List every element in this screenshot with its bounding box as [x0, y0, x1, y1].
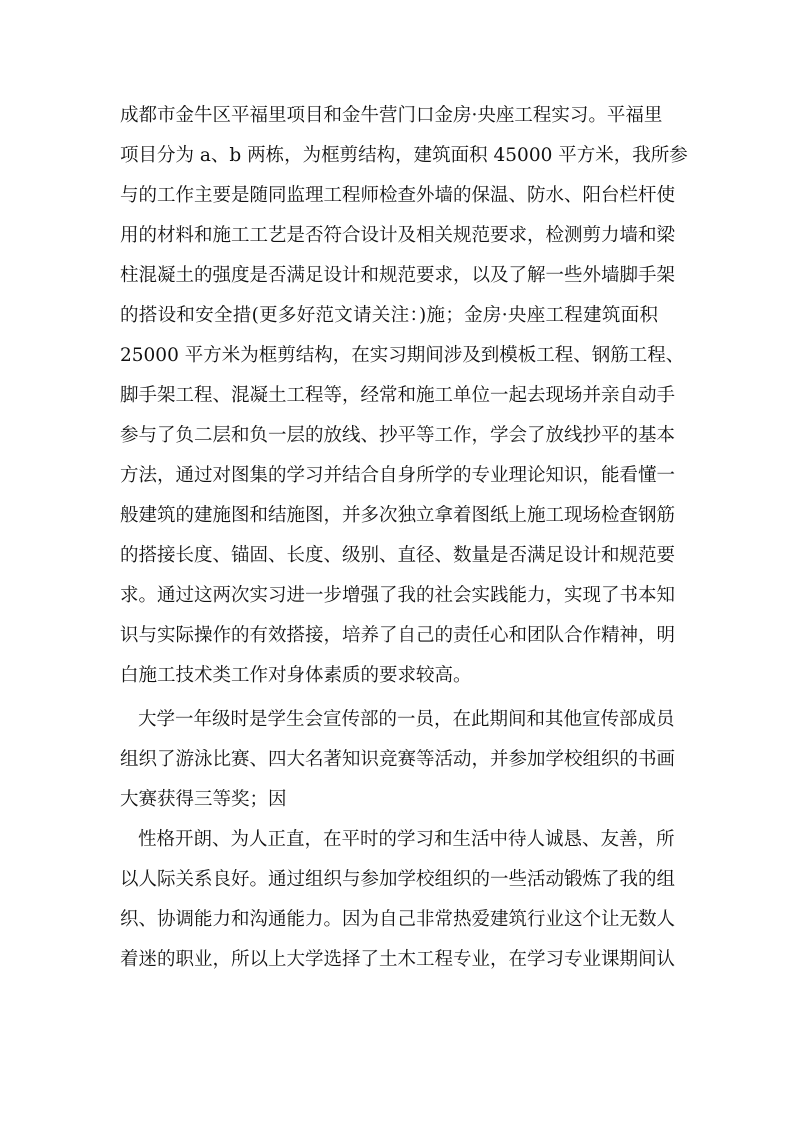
- paragraph-1-line-15: 白施工技术类工作对身体素质的要求较高。: [120, 665, 472, 686]
- paragraph-1-line-14: 识与实际操作的有效搭接，培养了自己的责任心和团队合作精神，明: [120, 625, 676, 646]
- paragraph-1-line-8: 脚手架工程、混凝土工程等，经常和施工单位一起去现场并亲自动手: [120, 385, 676, 406]
- paragraph-2-line-3: 大赛获得三等奖；因: [120, 789, 287, 810]
- paragraph-1-line-10: 方法，通过对图集的学习并结合自身所学的专业理论知识，能看懂一: [120, 465, 676, 486]
- paragraph-2-line-1: 大学一年级时是学生会宣传部的一员，在此期间和其他宣传部成员: [138, 709, 675, 730]
- paragraph-1-line-11: 般建筑的建施图和结施图，并多次独立拿着图纸上施工现场检查钢筋: [120, 505, 676, 526]
- paragraph-1-line-5: 柱混凝土的强度是否满足设计和规范要求，以及了解一些外墙脚手架: [120, 265, 676, 286]
- paragraph-3-line-1: 性格开朗、为人正直，在平时的学习和生活中待人诚恳、友善，所: [138, 829, 675, 850]
- paragraph-1-line-3: 与的工作主要是随同监理工程师检查外墙的保温、防水、阳台栏杆使: [120, 185, 676, 206]
- paragraph-1-line-6: 的搭设和安全措(更多好范文请关注：)施；金房·央座工程建筑面积: [120, 305, 658, 326]
- paragraph-1-line-2: 项目分为 a、b 两栋，为框剪结构，建筑面积 45000 平方米，我所参: [120, 145, 688, 166]
- paragraph-1-line-7: 25000 平方米为框剪结构，在实习期间涉及到模板工程、钢筋工程、: [120, 345, 685, 366]
- paragraph-3-line-3: 织、协调能力和沟通能力。因为自己非常热爱建筑行业这个让无数人: [120, 909, 676, 930]
- paragraph-3-line-2: 以人际关系良好。通过组织与参加学校组织的一些活动锻炼了我的组: [120, 869, 676, 890]
- paragraph-2-line-2: 组织了游泳比赛、四大名著知识竞赛等活动，并参加学校组织的书画: [120, 749, 676, 770]
- paragraph-1-line-12: 的搭接长度、锚固、长度、级别、直径、数量是否满足设计和规范要: [120, 545, 676, 566]
- paragraph-1-line-9: 参与了负二层和负一层的放线、抄平等工作，学会了放线抄平的基本: [120, 425, 676, 446]
- paragraph-1-line-4: 用的材料和施工工艺是否符合设计及相关规范要求，检测剪力墙和梁: [120, 225, 676, 246]
- paragraph-1-line-1: 成都市金牛区平福里项目和金牛营门口金房·央座工程实习。平福里: [120, 105, 663, 126]
- paragraph-3-line-4: 着迷的职业，所以上大学选择了土木工程专业，在学习专业课期间认: [120, 949, 676, 970]
- paragraph-1-line-13: 求。通过这两次实习进一步增强了我的社会实践能力，实现了书本知: [120, 585, 676, 606]
